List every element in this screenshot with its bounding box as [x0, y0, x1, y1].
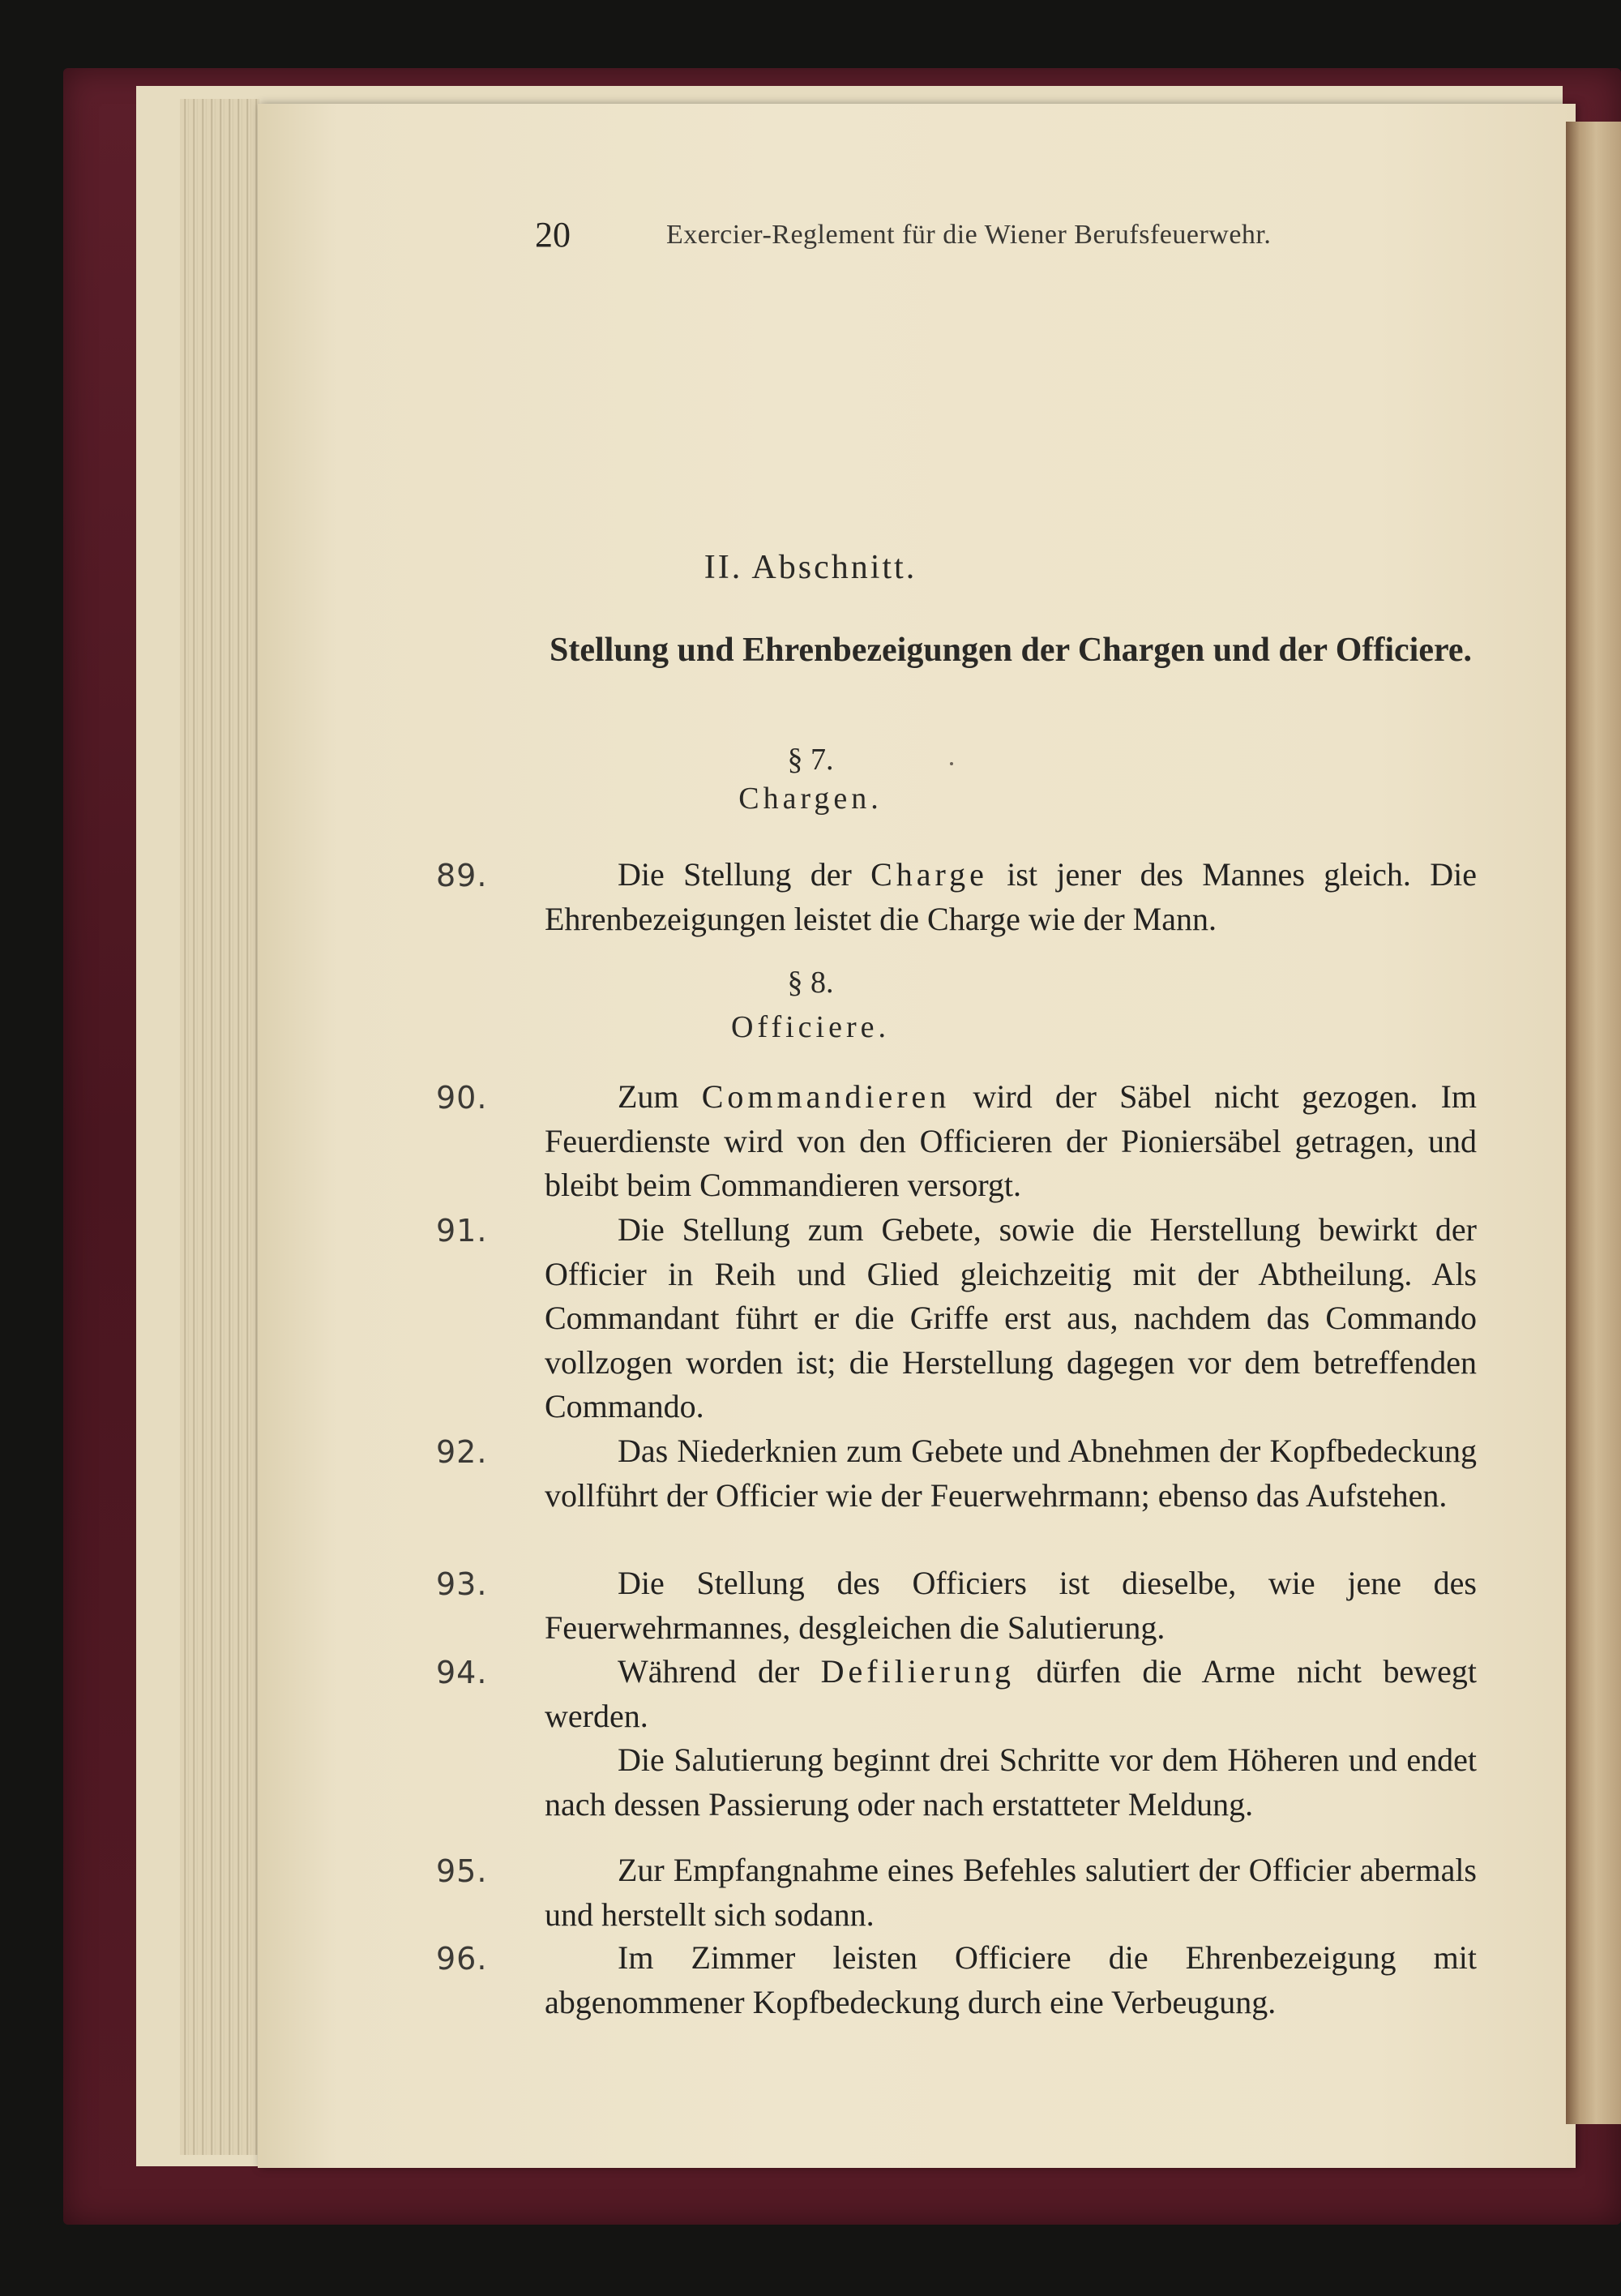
entry-text: Zur Empfangnahme eines Befehles salutiert der Officier abermals und herstellt sich sodann.: [545, 1852, 1477, 1933]
entry-text-lead: Die Stellung der: [618, 856, 871, 893]
entry-text-lead: Während der: [618, 1653, 821, 1690]
entry-number: 90.: [436, 1080, 488, 1116]
running-title: Exercier-Reglement für die Wiener Berufsfeuerwehr.: [666, 220, 1272, 250]
entry-text: [545, 853, 1477, 941]
entry-text-lead: Zum: [618, 1078, 702, 1115]
entry-text-rest: ist jener des Mannes gleich. Die Ehrenbezeigungen leistet die Charge wie der Mann.: [545, 856, 1478, 937]
entry-number: 96.: [436, 1941, 488, 1977]
paragraph-sign-8: § 8.: [787, 966, 834, 1000]
running-head: [535, 203, 1345, 268]
entry-number: 95.: [436, 1853, 488, 1889]
page-number: 20: [535, 215, 571, 255]
entry-text: Die Stellung zum Gebete, sowie die Herstellung bewirkt der Officier in Reih und Glied gleichzeitig mit der Abtheilung. Als Commandant führt er die Griffe erst aus, nachdem das Commando vollzogen worden ist; die Herstellung dagegen vor dem betreffenden Commando.: [545, 1211, 1477, 1424]
entry-number: 89.: [436, 858, 488, 893]
entry-number: 92.: [436, 1434, 488, 1470]
section-heading: Stellung und Ehrenbezeigungen der Chargen und der Officiere.: [550, 632, 1472, 669]
entry-text: Die Stellung des Officiers ist dieselbe, wie jene des Feuerwehrmannes, desgleichen die Salutierung.: [545, 1565, 1477, 1646]
paragraph-title-chargen: Chargen.: [738, 782, 883, 816]
entry-text-spaced: Charge: [870, 856, 988, 893]
entry-number: 93.: [436, 1566, 488, 1602]
paragraph-title-officiere: Officiere.: [731, 1010, 890, 1044]
section-title: II. Abschnitt.: [704, 549, 917, 586]
entry-text-rest: dürfen die Arme nicht bewegt werden.: [545, 1653, 1478, 1734]
entry-text-spaced: Defilierung: [820, 1653, 1015, 1690]
entry-text: Das Niederknien zum Gebete und Abnehmen der Kopfbedeckung vollführt der Officier wie der Feuerwehrmann; ebenso das Aufstehen.: [545, 1433, 1477, 1514]
entry-text-rest: wird der Säbel nicht gezogen. Im Feuerdienste wird von den Officieren der Pioniersäbel getragen, und bleibt beim Commandieren versorgt.: [545, 1078, 1478, 1203]
entry-number: 94.: [436, 1655, 488, 1690]
entry-number: 91.: [436, 1213, 488, 1249]
entry-text-continuation: Die Salutierung beginnt drei Schritte vor dem Höheren und endet nach dessen Passierung oder nach erstatteter Meldung.: [545, 1741, 1477, 1823]
entry-text: Im Zimmer leisten Officiere die Ehrenbezeigung mit abgenommener Kopfbedeckung durch eine Verbeugung.: [545, 1939, 1477, 2020]
entry-text-spaced: Commandieren: [701, 1078, 951, 1115]
entry-text: [545, 1650, 1477, 1738]
paragraph-sign-7: § 7.: [787, 743, 834, 777]
entry-text: [545, 1075, 1477, 1208]
